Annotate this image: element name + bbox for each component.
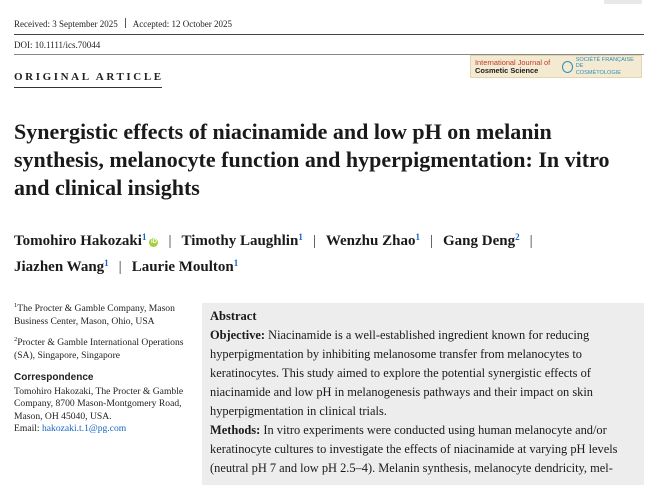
article-title: Synergistic effects of niacinamide and low pH on melanin synthesis, melanocyte function and hyperpigmentation: In vitro and clinical insights: [14, 119, 610, 200]
society-name: [576, 57, 637, 76]
society-seal-icon: [562, 61, 573, 73]
author-separator: |: [118, 259, 122, 275]
author-name[interactable]: [181, 233, 302, 249]
journal-name-line2: Cosmetic Science: [475, 65, 539, 75]
author-name-text: Gang Deng: [442, 233, 516, 249]
author-name-text: Timothy Laughlin: [181, 233, 299, 249]
affiliation-marker[interactable]: 1: [415, 232, 420, 242]
society-name-line1: SOCIÉTÉ FRANÇAISE DE: [575, 56, 634, 70]
email-label: Email:: [14, 423, 40, 435]
methods-label: Methods:: [210, 423, 261, 437]
author-name[interactable]: [443, 233, 520, 249]
abstract-box: [202, 303, 644, 485]
society-name-line2: COSMÉTOLOGIE: [575, 69, 621, 76]
author-separator: |: [168, 233, 172, 249]
author-separator: |: [429, 233, 433, 249]
affiliation-text: Procter & Gamble International Operations (SA), Singapore, Singapore: [14, 337, 184, 361]
journal-name: [475, 59, 559, 75]
author-name-text: Laurie Moulton: [131, 259, 234, 275]
author-name[interactable]: [14, 259, 109, 275]
affiliation-number: 2: [14, 336, 18, 344]
correspondence-address: Tomohiro Hakozaki, The Procter & Gamble Company, 8700 Mason-Montgomery Road, Mason, OH 45040, USA.: [14, 385, 184, 422]
methods-text: In vitro experiments were conducted using human melanocyte and/or keratinocyte cultures to investigate the effects of niacinamide at varying pH levels (neutral pH 7 and low pH 2.5–4). Melanin synthesis, melanocyte dendricity, mel-: [210, 423, 618, 475]
affiliation-marker[interactable]: 1: [104, 258, 109, 268]
accepted-date: Accepted: 12 October 2025: [132, 19, 232, 29]
orcid-icon[interactable]: iD: [150, 239, 157, 245]
email-link[interactable]: hakozaki.t.1@pg.com: [41, 423, 127, 435]
author-name-text: Jiazhen Wang: [14, 259, 105, 275]
author-separator: |: [529, 233, 533, 249]
author-name[interactable]: [14, 233, 158, 249]
received-date: Received: 3 September 2025: [14, 19, 118, 29]
header-rule: [14, 34, 644, 35]
publication-dates: [14, 18, 232, 29]
article-type-underline: [14, 87, 162, 88]
abstract-methods: [210, 421, 636, 478]
journal-logo[interactable]: [470, 55, 642, 78]
affiliation-number: 1: [14, 302, 18, 309]
author-name-text: Wenzhu Zhao: [325, 233, 416, 249]
correspondence-heading: Correspondence: [14, 372, 94, 384]
correspondence-email: [14, 423, 194, 436]
objective-label: Objective:: [210, 328, 266, 342]
author-separator: |: [312, 233, 316, 249]
author-name-text: Tomohiro Hakozaki: [14, 233, 142, 249]
author-name[interactable]: [326, 233, 420, 249]
doi[interactable]: DOI: 10.1111/ics.70044: [14, 40, 101, 50]
journal-name-line1: International Journal of: [475, 57, 551, 67]
affiliations-column: [14, 300, 194, 436]
author-list: [14, 228, 634, 280]
author-name[interactable]: [132, 259, 239, 275]
affiliation: [14, 334, 194, 362]
date-separator: [125, 18, 126, 28]
affiliation-marker[interactable]: 1: [298, 232, 303, 242]
abstract-heading: Abstract: [210, 309, 257, 323]
affiliation-marker[interactable]: 1: [233, 258, 239, 268]
affiliation-marker[interactable]: 2: [515, 232, 520, 242]
abstract-objective: [210, 326, 636, 421]
affiliation: [14, 300, 194, 328]
affiliation-text: The Procter & Gamble Company, Mason Business Center, Mason, Ohio, USA: [14, 303, 175, 327]
corner-mark: [604, 0, 642, 4]
objective-text: Niacinamide is a well-established ingredient known for reducing hyperpigmentation by inhibiting melanosome transfer from melanocytes to keratinocytes. This study aimed to explore the potential synergistic effects of niacinamide and low pH in melanogenesis pathways and their impact on skin hyperpigmentation in clinical trials.: [210, 328, 593, 418]
affiliation-marker[interactable]: 1: [141, 232, 147, 242]
article-type: ORIGINAL ARTICLE: [14, 71, 164, 83]
